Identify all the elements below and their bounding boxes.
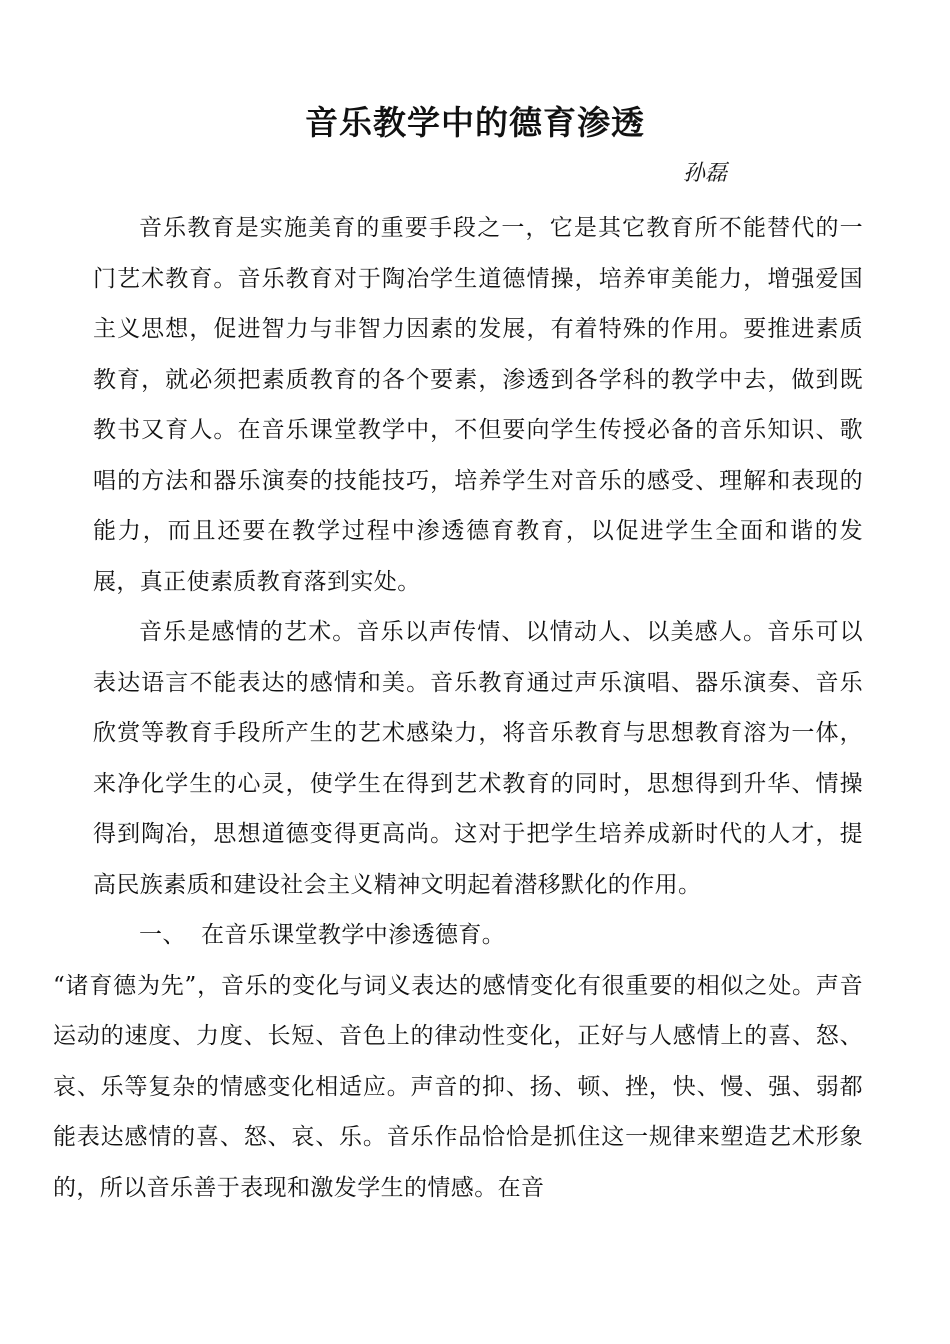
body-paragraph: 音乐是感情的艺术。音乐以声传情、以情动人、以美感人。音乐可以表达语言不能表达的感情和美。音乐教育通过声乐演唱、器乐演奏、音乐欣赏等教育手段所产生的艺术感染力，将音乐教育与思想教育溶为一体，来净化学生的心灵，使学生在得到艺术教育的同时，思想得到升华、情操得到陶冶，思想道德变得更高尚。这对于把学生培养成新时代的人才，提高民族素质和建设社会主义精神文明起着潜移默化的作用。 — [93, 619, 863, 898]
section-heading-text: 在音乐课堂教学中渗透德育。 — [201, 922, 506, 948]
section-paragraph: “诸育德为先”，音乐的变化与词义表达的感情变化有很重要的相似之处。声音运动的速度、力度、长短、音色上的律动性变化，正好与人感情上的喜、怒、哀、乐等复杂的情感变化相适应。声音的抑、扬、顿、挫，快、慢、强、弱都能表达感情的喜、怒、哀、乐。音乐作品恰恰是抓住这一规律来塑造艺术形象的，所以音乐善于表现和激发学生的情感。在音 — [53, 972, 863, 1201]
section-heading — [93, 910, 863, 961]
document-body — [53, 203, 863, 1213]
section-number: 一、 — [139, 922, 186, 948]
body-paragraph: 音乐教育是实施美育的重要手段之一，它是其它教育所不能替代的一门艺术教育。音乐教育对于陶冶学生道德情操，培养审美能力，增强爱国主义思想，促进智力与非智力因素的发展，有着特殊的作用。要推进素质教育，就必须把素质教育的各个要素，渗透到各学科的教学中去，做到既教书又育人。在音乐课堂教学中，不但要向学生传授必备的音乐知识、歌唱的方法和器乐演奏的技能技巧，培养学生对音乐的感受、理解和表现的能力，而且还要在教学过程中渗透德育教育，以促进学生全面和谐的发展，真正使素质教育落到实处。 — [93, 215, 863, 595]
document-title: 音乐教学中的德育渗透 — [305, 103, 645, 142]
author-name: 孙磊 — [683, 161, 728, 186]
